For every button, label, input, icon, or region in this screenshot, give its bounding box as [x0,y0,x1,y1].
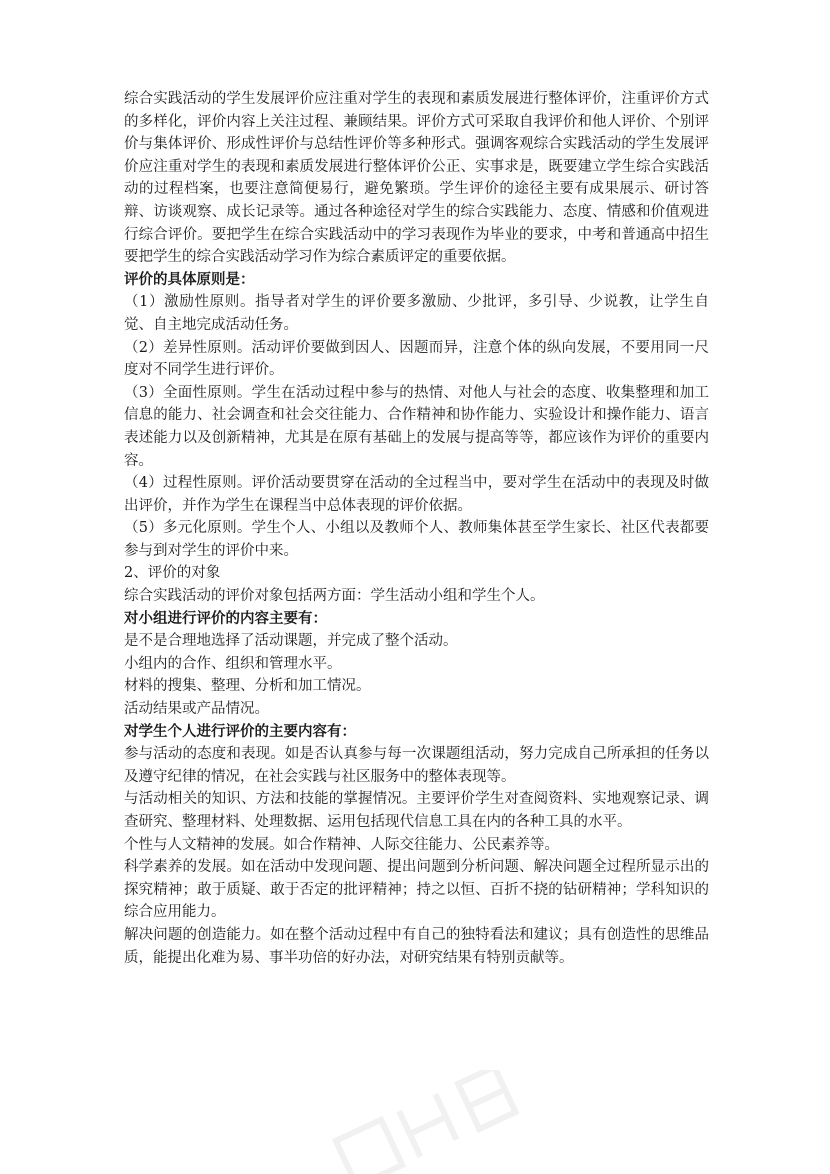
watermark-graphic [300,1070,560,1174]
individual-item-4: 科学素养的发展。如在活动中发现问题、提出问题到分析问题、解决问题全过程所显示出的探究精神；敢于质疑、敢于否定的批评精神；持之以恒、百折不挠的钻研精神；学科知识的综合应用能力。 [124,859,709,921]
individual-item-1: 参与活动的态度和表现。如是否认真参与每一次课题组活动，努力完成自己所承担的任务以及遵守纪律的情况，在社会实践与社区服务中的整体表现等。 [124,746,709,785]
principle-5-paragraph: （5）多元化原则。学生个人、小组以及教师个人、教师集体甚至学生家长、社区代表都要参与到对学生的评价中来。 [124,520,709,559]
document-body [124,88,709,969]
individual-item-2: 与活动相关的知识、方法和技能的掌握情况。主要评价学生对查阅资料、实地观察记录、调查研究、整理材料、处理数据、运用包括现代信息工具在内的各种工具的水平。 [124,791,709,830]
individual-item-5: 解决问题的创造能力。如在整个活动过程中有自己的独特看法和建议；具有创造性的思维品质，能提出化难为易、事半功倍的好办法，对研究结果有特别贡献等。 [124,926,709,966]
group-item-3: 材料的搜集、整理、分析和加工情况。 [124,678,371,695]
group-item-4: 活动结果或产品情况。 [124,701,269,718]
principle-3-paragraph: （3）全面性原则。学生在活动过程中参与的热情、对他人与社会的态度、收集整理和加工信息的能力、社会调查和社会交往能力、合作精神和协作能力、实验设计和操作能力、语言表述能力以及创新精神，尤其是在原有基础上的发展与提高等等，都应该作为评价的重要内容。 [124,384,709,469]
principle-1-paragraph: （1）激励性原则。指导者对学生的评价要多激励、少批评，多引导、少说教，让学生自觉、自主地完成活动任务。 [124,294,709,333]
principle-4-paragraph: （4）过程性原则。评价活动要贯穿在活动的全过程当中，要对学生在活动中的表现及时做出评价，并作为学生在课程当中总体表现的评价依据。 [124,475,709,514]
group-evaluation-heading: 对小组进行评价的内容主要有： [124,609,327,627]
intro-paragraph: 综合实践活动的学生发展评价应注重对学生的表现和素质发展进行整体评价，注重评价方式的多样化，评价内容上关注过程、兼顾结果。评价方式可采取自我评价和他人评价、个别评价与集体评价、形成性评价与总结性评价等多种形式。强调客观综合实践活动的学生发展评价应注重对学生的表现和素质发展进行整体评价公正、实事求是，既要建立学生综合实践活动的过程档案，也要注意简便易行，避免繁琐。学生评价的途径主要有成果展示、研讨答辩、访谈观察、成长记录等。通过各种途径对学生的综合实践能力、态度、情感和价值观进行综合评价。要把学生在综合实践活动中的学习表现作为毕业的要求，中考和普通高中招生要把学生的综合实践活动学习作为综合素质评定的重要依据。 [124,91,709,266]
principle-2-paragraph: （2）差异性原则。活动评价要做到因人、因题而异，注意个体的纵向发展，不要用同一尺度对不同学生进行评价。 [124,339,709,379]
group-item-2: 小组内的合作、组织和管理水平。 [124,655,342,672]
individual-item-3: 个性与人文精神的发展。如合作精神、人际交往能力、公民素养等。 [124,836,559,853]
section-2-heading: 2、评价的对象 [124,565,221,582]
group-item-1: 是不是合理地选择了活动课题，并完成了整个活动。 [124,633,458,650]
individual-evaluation-heading: 对学生个人进行评价的主要内容有： [124,722,356,740]
principles-heading: 评价的具体原则是： [124,270,255,288]
evaluation-object-paragraph: 综合实践活动的评价对象包括两方面：学生活动小组和学生个人。 [124,588,545,605]
